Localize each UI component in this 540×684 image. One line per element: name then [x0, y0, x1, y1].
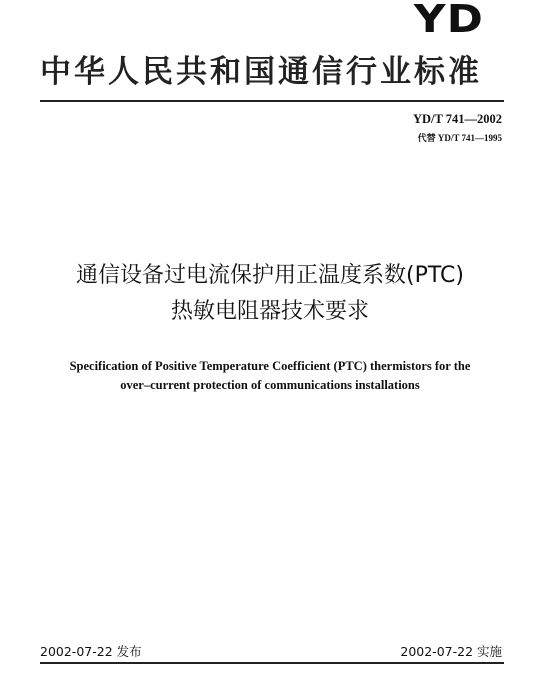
- title-chinese-line-2: 热敏电阻器技术要求: [170, 299, 369, 324]
- issue-date: 2002-07-22 发布: [40, 644, 142, 659]
- title-chinese-line-1: 通信设备过电流保护用正温度系数(PTC): [76, 263, 464, 288]
- yd-logo: YD: [413, 0, 484, 41]
- standard-number: YD/T 741—2002: [412, 112, 502, 126]
- title-english-line-1: Specification of Positive Temperature Coefficient (PTC) thermistors for the: [69, 359, 471, 373]
- implementation-date: 2002-07-22 实施: [400, 644, 502, 659]
- top-divider: [40, 100, 504, 102]
- title-english-line-2: over–current protection of communications installations: [120, 378, 420, 392]
- bottom-divider: [40, 662, 504, 664]
- replaces-standard: 代替 YD/T 741—1995: [417, 133, 502, 143]
- authority-title: 中华人民共和国通信行业标准: [40, 54, 482, 90]
